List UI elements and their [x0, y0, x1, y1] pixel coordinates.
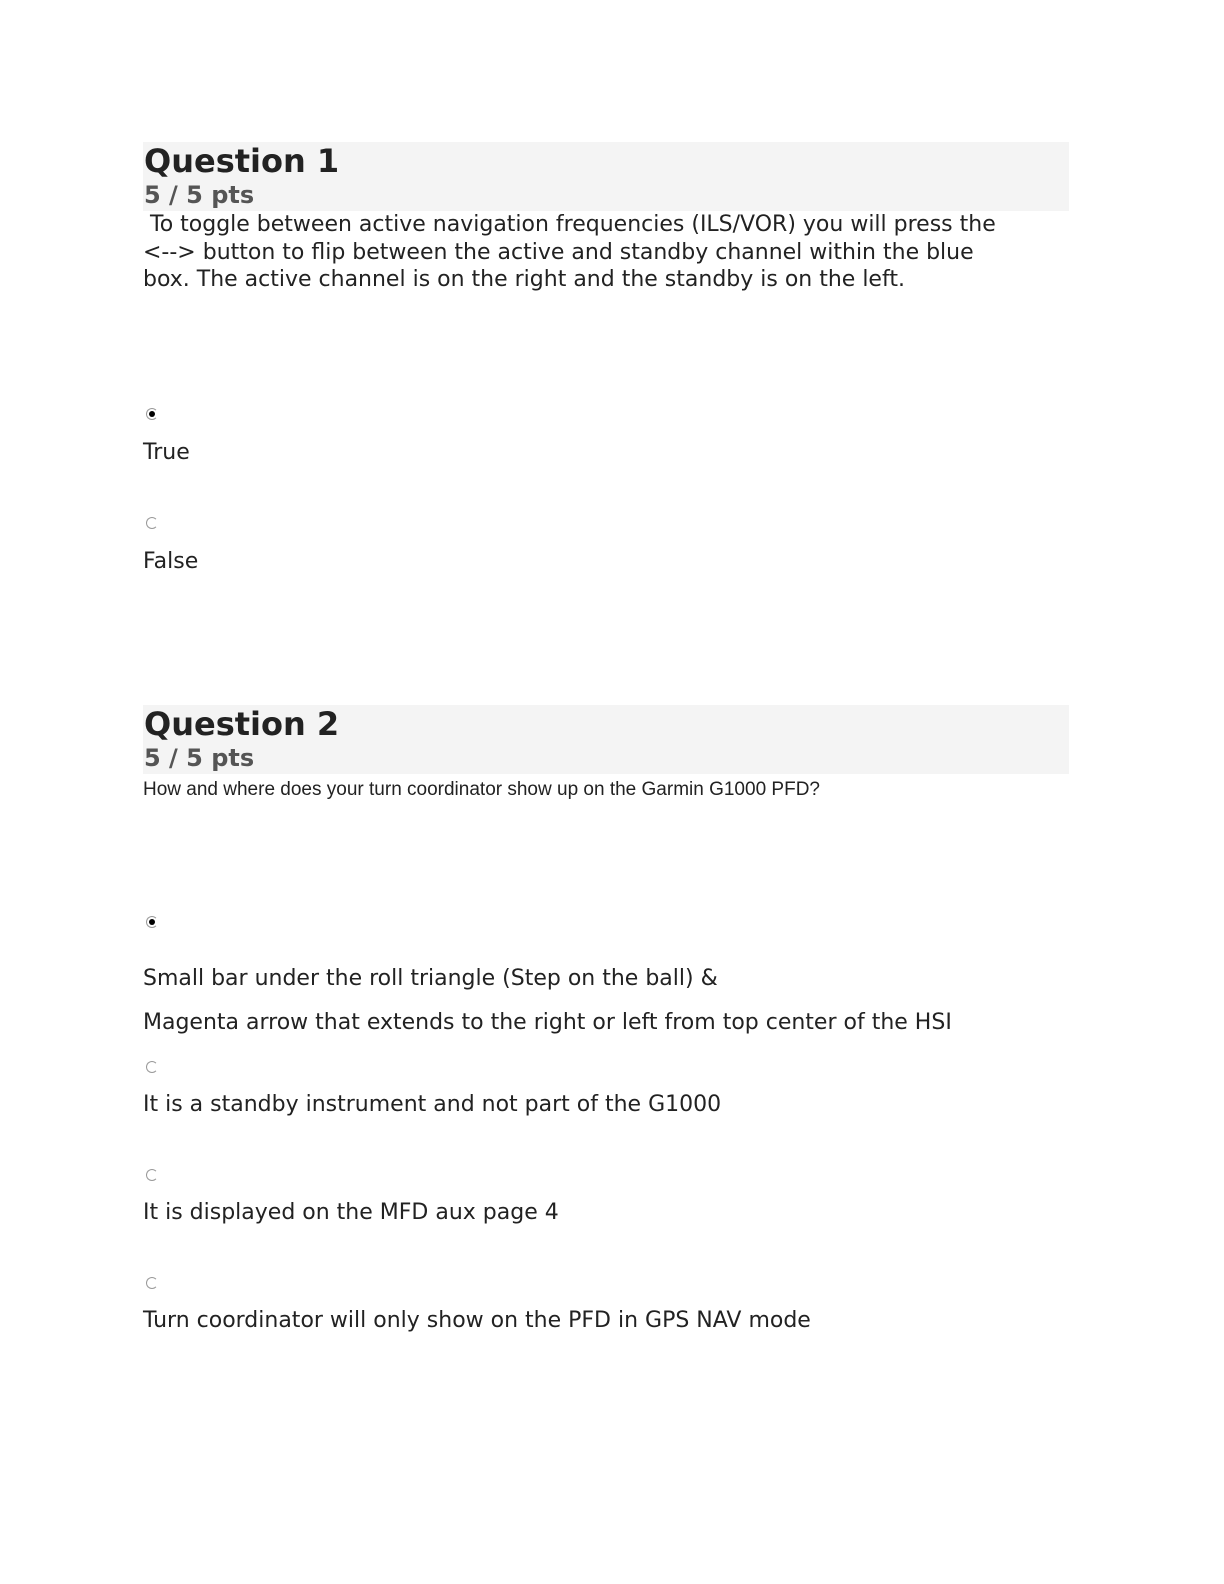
option-label: Small bar under the roll triangle (Step on the ball) &	[143, 966, 718, 991]
option-label: Magenta arrow that extends to the right or left from top center of the HSI	[143, 1010, 952, 1035]
radio-button-selected[interactable]	[146, 408, 158, 420]
radio-button[interactable]	[146, 1277, 158, 1289]
question-points: 5 / 5 pts	[144, 181, 255, 209]
question-header	[143, 705, 1069, 774]
radio-button-selected[interactable]	[146, 916, 158, 928]
option-label: Turn coordinator will only show on the PFD in GPS NAV mode	[143, 1308, 811, 1333]
question-text-line: To toggle between active navigation frequencies (ILS/VOR) you will press the	[143, 212, 996, 237]
question-text: How and where does your turn coordinator show up on the Garmin G1000 PFD?	[143, 779, 820, 800]
option-label: True	[143, 440, 190, 465]
radio-button[interactable]	[146, 1169, 158, 1181]
radio-button[interactable]	[146, 517, 158, 529]
option-label: False	[143, 549, 199, 574]
question-title: Question 2	[144, 705, 340, 743]
question-text-line: <--> button to flip between the active and standby channel within the blue	[143, 240, 974, 265]
option-label: It is displayed on the MFD aux page 4	[143, 1200, 559, 1225]
question-text-line: box. The active channel is on the right and the standby is on the left.	[143, 267, 905, 292]
question-header	[143, 142, 1069, 211]
question-points: 5 / 5 pts	[144, 744, 255, 772]
question-title: Question 1	[144, 142, 340, 180]
radio-button[interactable]	[146, 1061, 158, 1073]
option-label: It is a standby instrument and not part of the G1000	[143, 1092, 722, 1117]
